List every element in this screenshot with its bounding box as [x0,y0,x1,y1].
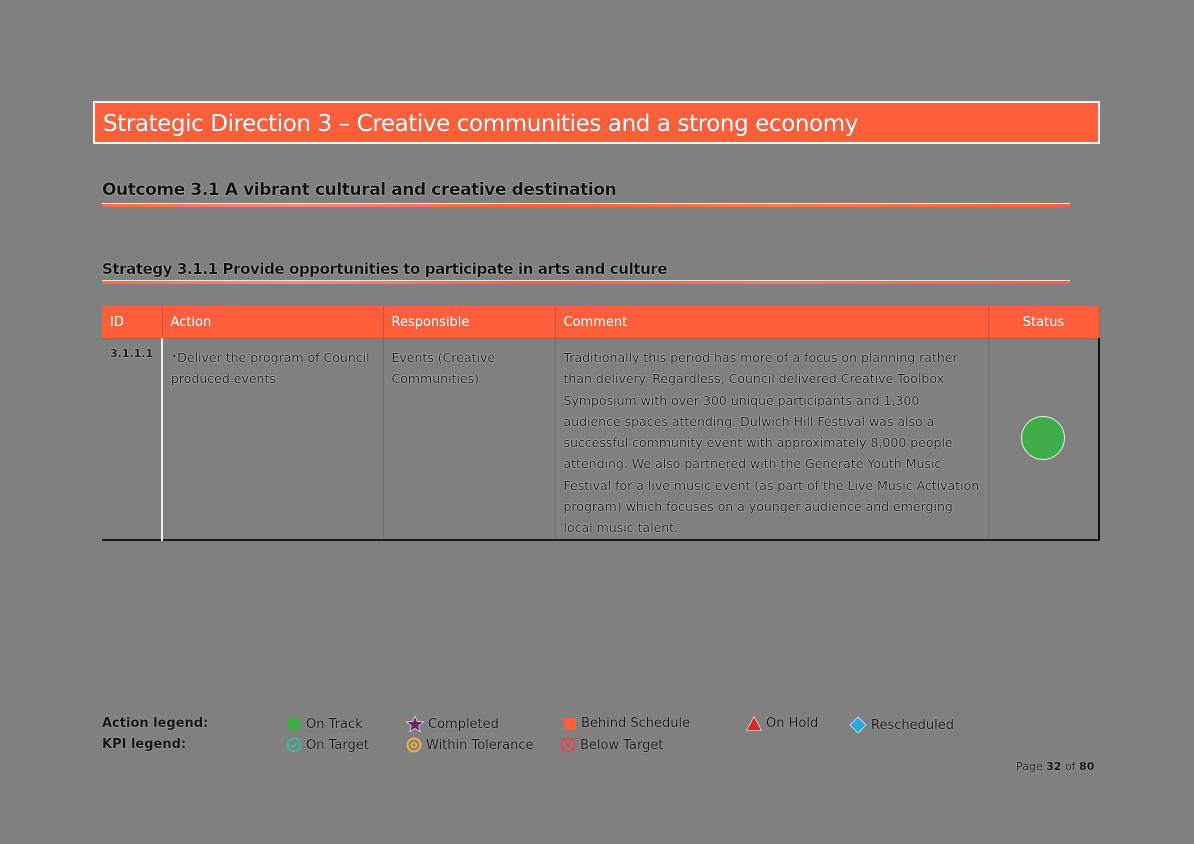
kpi-legend-row [102,737,1102,758]
check-circle-icon [286,737,302,753]
purple-star-icon [406,716,424,732]
target-circle-icon [406,737,422,753]
row-status [988,339,1099,540]
red-triangle-icon [746,716,762,731]
outcome-underline-divider [102,203,1070,207]
legend-on-hold: On Hold [746,716,818,731]
row-comment: Traditionally this period has more of a focus on planning rather than delivery. Regardless, Council delivered Creative Toolbox Symposium with over 300 unique participants and 1,300 audience spaces attending. Dulwich Hill Festival was also a successful community event with approximately 8,000 people attending. We also partnered with the Generate Youth Music Festival for a live music event (as part of the Live Music Activation program) which focuses on a younger audience and emerging local music talent. [555,339,988,540]
actions-table [102,306,1100,541]
legend-on-target: On Target [286,737,369,753]
row-action: *Deliver the program of Council produced events [162,339,383,540]
blue-diamond-icon [849,716,867,734]
legend-on-track: On Track [286,716,363,732]
legend-below-target: Below Target [560,737,663,753]
x-circle-icon [560,737,576,753]
orange-square-icon [563,717,577,731]
legend-completed: Completed [406,716,499,732]
legend-behind-schedule: Behind Schedule [563,716,690,731]
outcome-heading: Outcome 3.1 A vibrant cultural and creative destination [102,180,617,200]
table-header-row [102,306,1099,339]
strategy-underline-divider [102,280,1070,284]
strategic-direction-title: Strategic Direction 3 – Creative communities and a strong economy [103,111,858,137]
column-header-responsible: Responsible [383,306,555,339]
strategic-direction-banner [93,101,1100,144]
green-circle-icon [286,716,302,732]
action-legend-row [102,716,1102,737]
page-number: Page 32 of 80 [1016,760,1095,773]
column-header-action: Action [162,306,383,339]
kpi-legend-label: KPI legend: [102,737,187,752]
legend [102,716,1102,758]
strategy-heading: Strategy 3.1.1 Provide opportunities to participate in arts and culture [102,260,668,278]
legend-within-tolerance: Within Tolerance [406,737,534,753]
column-header-id: ID [102,306,162,339]
row-responsible: Events (Creative Communities) [383,339,555,540]
column-header-status: Status [988,306,1099,339]
column-header-comment: Comment [555,306,988,339]
row-id: 3.1.1.1 [102,339,162,540]
legend-rescheduled: Rescheduled [849,716,954,734]
green-circle-icon [1021,416,1065,460]
table-row [102,339,1099,540]
action-legend-label: Action legend: [102,716,209,731]
